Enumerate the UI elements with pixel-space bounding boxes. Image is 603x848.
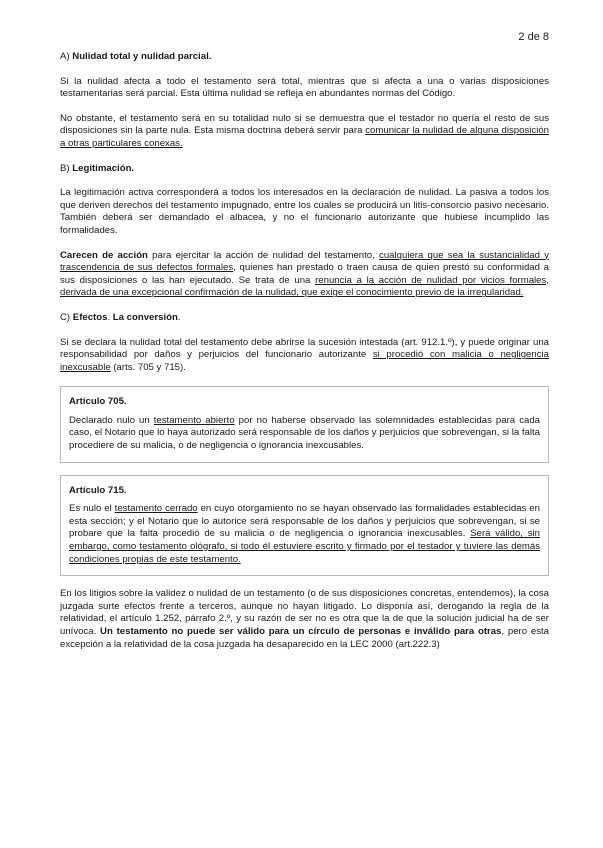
section-a-paragraph-1: Si la nulidad afecta a todo el testamento será total, mientras que si afecta a una o varias disposiciones testamentarias será parcial. Esta última nulidad se refleja en abundantes normas del Código. xyxy=(60,75,549,100)
section-a-prefix: A) xyxy=(60,51,73,62)
section-b-title: Legitimación. xyxy=(72,162,135,174)
section-c-heading xyxy=(60,312,549,325)
section-b-p2-text-1: para ejercitar la acción de nulidad del testamento, xyxy=(147,249,380,261)
final-bold: Un testamento no puede ser válido para un círculo de personas e inválido para otras xyxy=(100,626,502,637)
section-a-p2-underline: comunicar la nulidad de alguna disposición a otras particulares conexas. xyxy=(60,125,549,149)
section-c-paragraph-1 xyxy=(60,337,549,375)
section-b-heading xyxy=(60,163,549,176)
section-b-p2-bold: Carecen de acción xyxy=(60,249,148,261)
section-a-title: Nulidad total y nulidad parcial. xyxy=(72,51,212,62)
section-c-sep: . xyxy=(107,311,113,323)
article-705-text-1: Declarado nulo un xyxy=(69,414,154,426)
section-c-title-1: Efectos xyxy=(72,311,108,323)
final-text-2: , pero esta excepción a la relatividad de la cosa juzgada ha desaparecido en la LEC 2000 (art.222.3) xyxy=(60,626,549,650)
section-b-prefix: B) xyxy=(60,162,73,174)
article-715-text-1: Es nulo el xyxy=(69,503,115,515)
article-715-underline-1: testamento cerrado xyxy=(114,503,198,515)
article-715-box xyxy=(60,475,549,577)
section-b-paragraph-2 xyxy=(60,250,549,300)
article-715-underline-2: Será válido, sin embargo, como testamento ológrafo, si todo él estuviere escrito y firmado por el testador y tuviere las demás condiciones propias de este testamento. xyxy=(69,528,541,565)
article-705-text-2: por no haberse observado las solemnidades establecidas para cada caso, el Notario que lo haya autorizado será responsable de los daños y perjuicios que sobrevengan, si la falta procediere de su malicia, o de negligencia o ignorancia inexcusables. xyxy=(69,414,540,452)
section-c-p1-text-2: (arts. 705 y 715). xyxy=(110,361,186,373)
section-c-title-2: La conversión xyxy=(112,311,178,323)
article-715-text-2: en cuyo otorgamiento no se hayan observado las formalidades establecidas en esta sección; y el Notario que lo autorice será responsable de los daños y perjuicios que sobrevengan, si se probare que la falta procedió de su malicia o de negligencia o ignorancia inexcusables. xyxy=(69,503,540,540)
section-a-paragraph-2 xyxy=(60,113,549,151)
section-a-p2-text: No obstante, el testamento será en su totalidad nulo si se demuestra que el testador no quería el resto de sus disposiciones sin la parte nula. Esta misma doctrina deberá servir para xyxy=(60,112,549,137)
section-c-prefix: C) xyxy=(60,311,73,323)
article-705-underline: testamento abierto xyxy=(153,414,235,426)
section-c-p1-text-1: Si se declara la nulidad total del testamento debe abrirse la sucesión intestada (art. 912.1.º), y puede originar una responsabilidad por daños y perjuicios del funcionario autorizante xyxy=(60,336,549,361)
page-number: 2 de 8 xyxy=(518,31,549,43)
section-a-heading xyxy=(60,51,549,64)
article-705-box xyxy=(60,386,549,462)
section-c-p1-underline: si procedió con malicia o negligencia inexcusable xyxy=(60,349,549,373)
article-715-text xyxy=(69,503,540,566)
section-c-end: . xyxy=(177,311,181,323)
article-705-text xyxy=(69,415,540,453)
section-b-paragraph-1: La legitimación activa corresponderá a todos los interesados en la declaración de nulidad. La pasiva a todos los que deriven derechos del testamento impugnado, entre los cuales se producirá un litis-consorcio pasivo necesario. También deberá ser demandado el albacea, y no el funcionario autorizante que hubiese incumplido las formalidades. xyxy=(60,187,549,236)
final-paragraph xyxy=(60,588,549,651)
article-705-title: Artículo 705. xyxy=(69,396,127,408)
section-b-p2-underline-1: cualquiera que sea la sustancialidad y trascendencia de sus defectos formales xyxy=(60,249,549,274)
section-b-p2-text-2: , quienes han prestado o traen causa de quien prestó su conformidad a sus disposiciones o las han ejecutado. Se trata de una xyxy=(60,262,549,286)
article-715-title: Artículo 715. xyxy=(69,484,127,496)
section-b-p2-underline-2: renuncia a la acción de nulidad por vicios formales, derivada de una excepcional confirmación de la nulidad, que exige el conocimiento previo de la irregularidad. xyxy=(60,274,549,299)
final-text-1: En los litigios sobre la validez o nulidad de un testamento (o de sus disposiciones concretas, entendemos), la cosa juzgada surte efectos frente a terceros, aunque no hayan litigado. Lo disponía así, derogando la regla de la relatividad, el artículo 1.252, párrafo 2.º, y su razón de ser no es otra que la de que la solución judicial ha de ser unívoca. xyxy=(60,588,549,637)
document-body xyxy=(60,51,549,663)
